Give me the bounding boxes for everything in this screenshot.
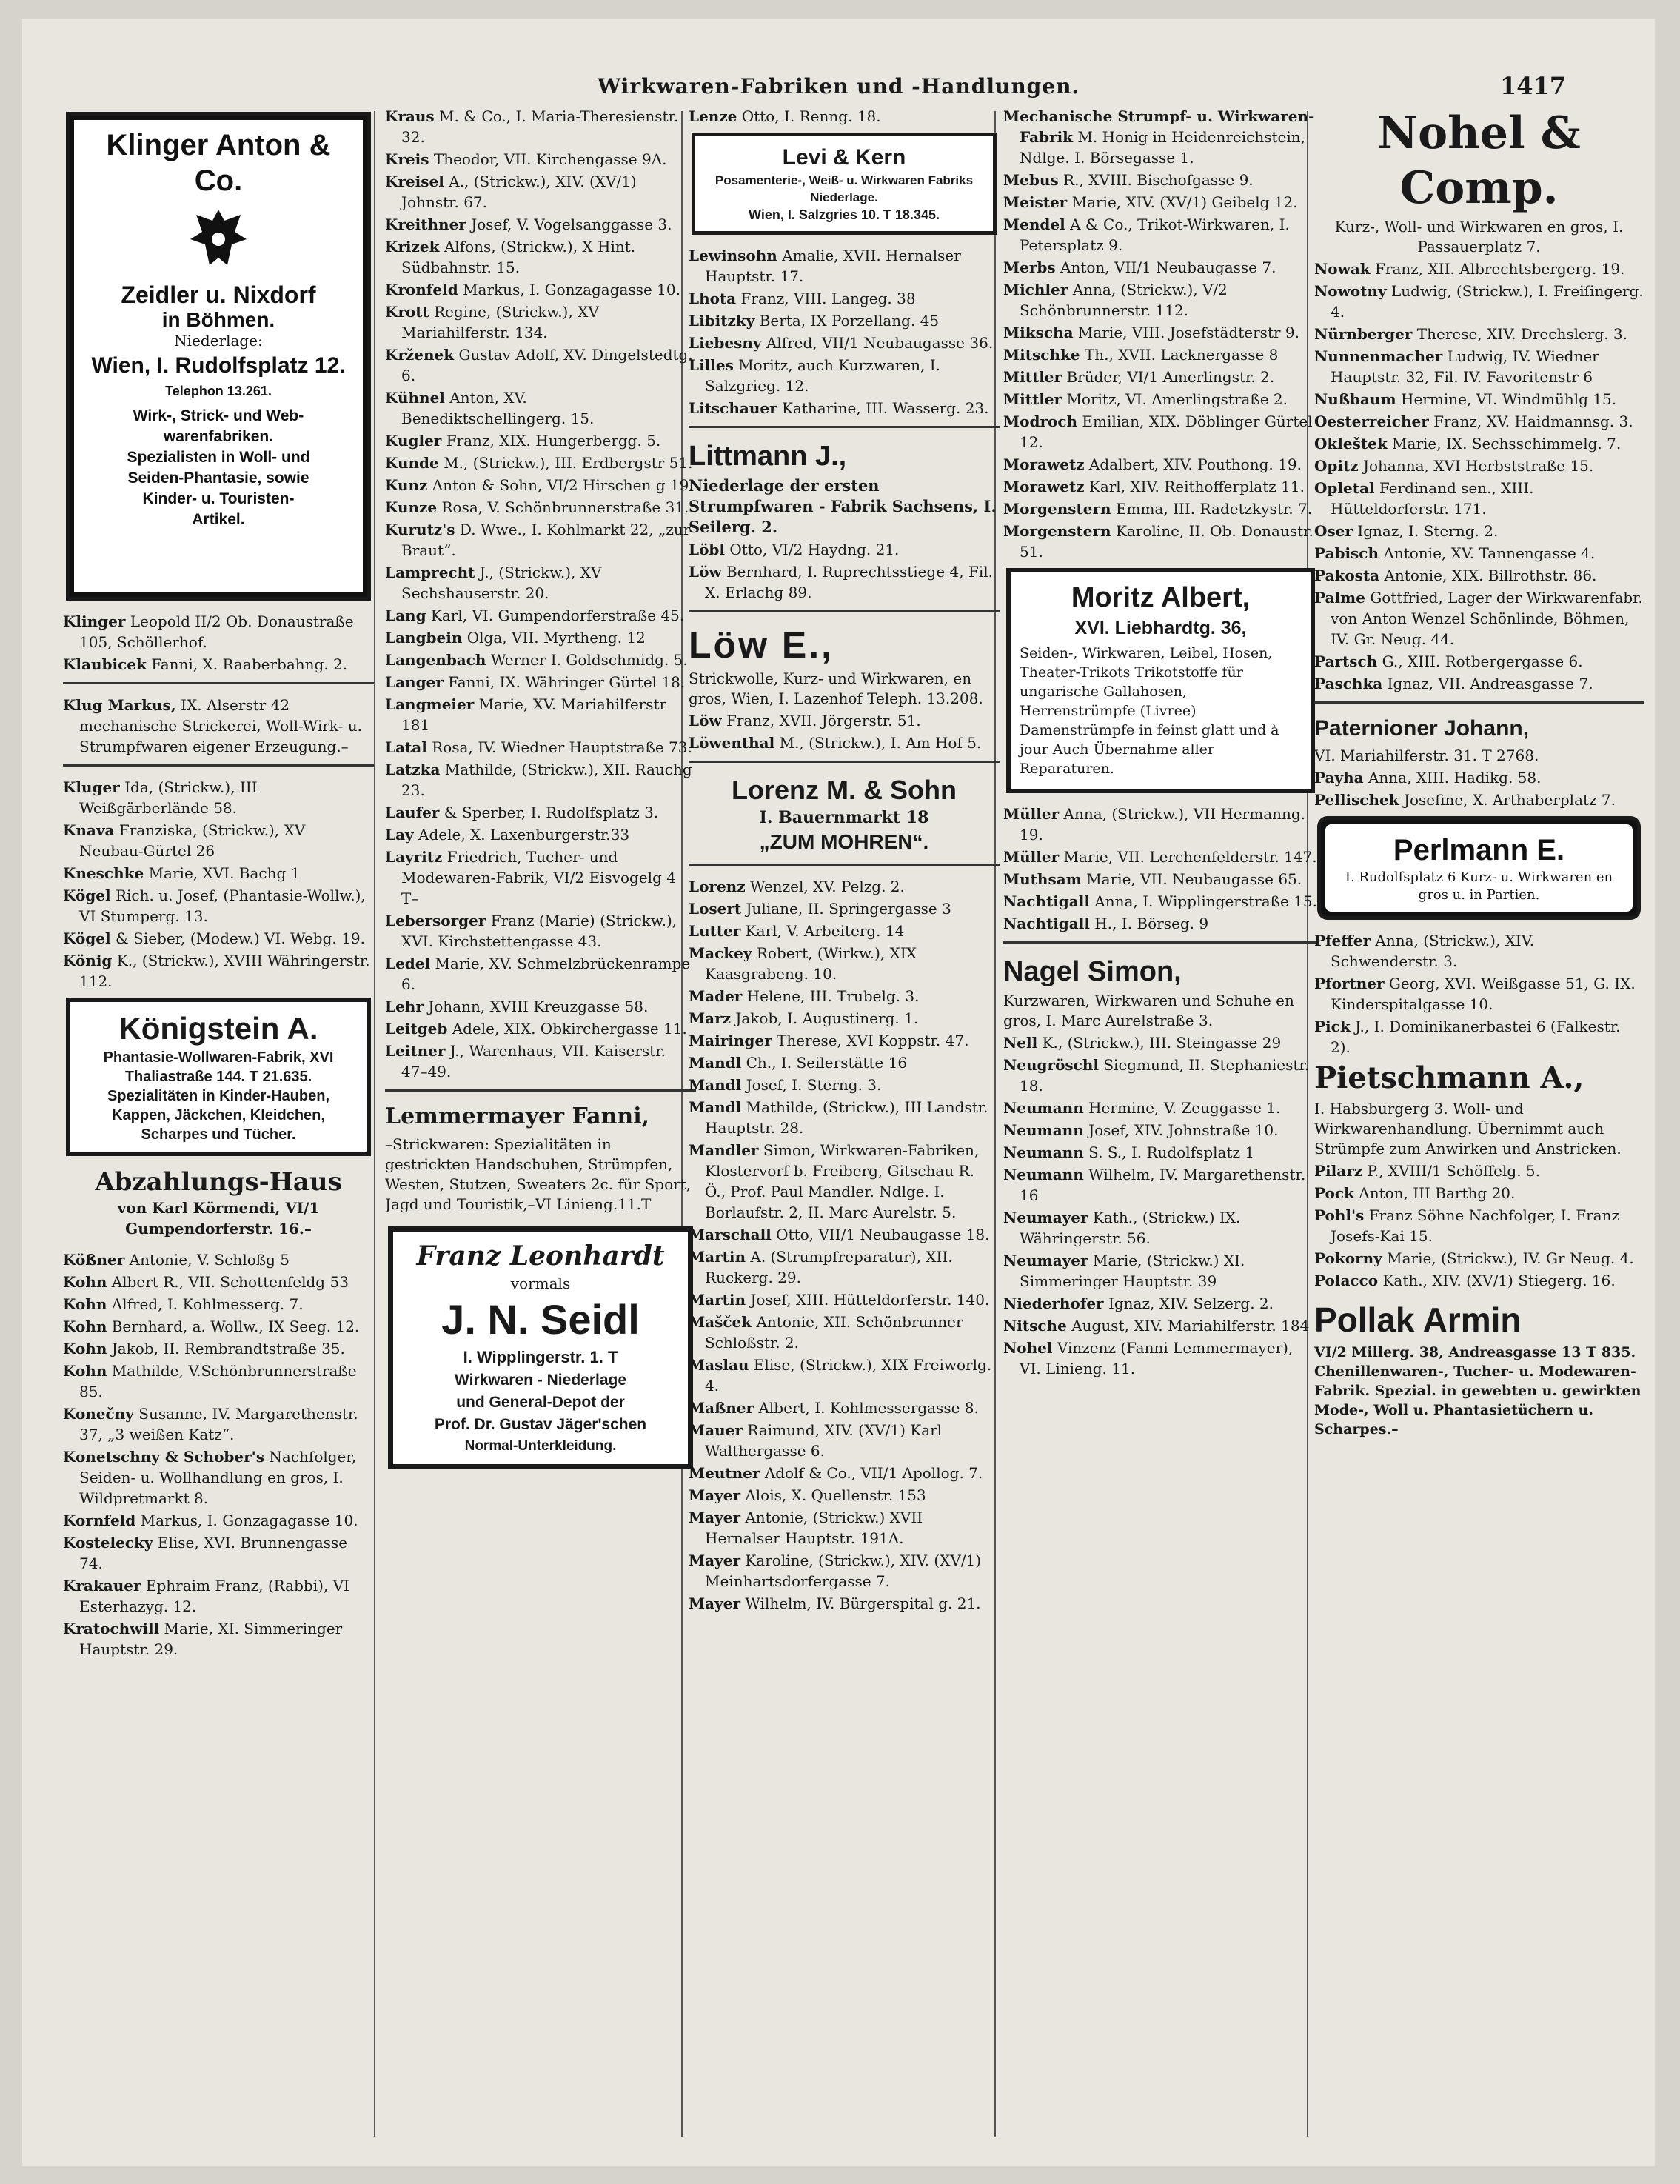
list-item: Opitz Johanna, XVI Herbststraße 15. (1314, 457, 1594, 475)
list-item: Nowotny Ludwig, (Strickw.), I. Freiſingerg. 4. (1314, 282, 1644, 321)
list-item: Libitzky Berta, IX Porzellang. 45 (689, 312, 940, 330)
ad-region: in Böhmen. (161, 308, 275, 331)
list-item: Layritz Friedrich, Tucher- und Modewaren-Fabrik, VI/2 Eisvogelg 4 T– (385, 848, 676, 907)
page-number: 1417 (1499, 72, 1566, 100)
list-item: Nachtigall H., I. Börseg. 9 (1003, 915, 1209, 932)
ad-text: –Strickwaren: Spezialitäten in gestrickten Handschuhen, Strümpfen, Westen, Stutzen, Sweaters 2c. für Sport, Jagd und Touristik,–VI Linieng.11.T (385, 1135, 692, 1213)
list-item: Nachtigall Anna, I. Wipplingerstraße 15. (1003, 892, 1317, 910)
list-item: Lamprecht J., (Strickw.), XV Sechshauserstr. 20. (385, 564, 602, 602)
list-item: Leitner J., Warenhaus, VII. Kaiserstr. 47–49. (385, 1042, 666, 1081)
list-item: Martin Josef, XIII. Hütteldorferstr. 140. (689, 1291, 990, 1309)
ad-title: Pollak Armin (1314, 1300, 1522, 1339)
list-item: Latzka Mathilde, (Strickw.), XII. Rauchg 23. (385, 761, 692, 799)
ad-text: Spezialisten in Woll- und (127, 449, 310, 466)
list-item: Pfeffer Anna, (Strickw.), XIV. Schwenderstr. 3. (1314, 932, 1535, 970)
list-item: Kögel & Sieber, (Modew.) VI. Webg. 19. (63, 929, 365, 947)
list-item: Kunde M., (Strickw.), III. Erdbergstr 51. (385, 454, 693, 472)
divider (689, 761, 1000, 763)
list-item: Krakauer Ephraim Franz, (Rabbi), VI Esterhazyg. 12. (63, 1577, 349, 1615)
list-item: Opletal Ferdinand sen., XIII. Hütteldorferstr. 171. (1314, 479, 1534, 518)
list-item: Leitgeb Adele, XIX. Obkirchergasse 11. (385, 1020, 687, 1038)
ad-title: Klinger Anton & Co. (106, 129, 331, 197)
list-item: Löw Bernhard, I. Ruprechtsstiege 4, Fil. X. Erlachg 89. (689, 563, 993, 601)
running-head: Wirkwaren-Fabriken und -Handlungen. (597, 74, 1080, 98)
ad-text: Kurzwaren, Wirkwaren und Schuhe en gros, I. Marc Aurelstraße 3. (1003, 992, 1294, 1029)
list-item: Kögel Rich. u. Josef, (Phantasie-Wollw.), VI Stumperg. 13. (63, 886, 366, 925)
list-item: Kneschke Marie, XVI. Bachg 1 (63, 864, 301, 882)
ad-text: I. Rudolfsplatz 6 Kurz- u. Wirkwaren en gros u. in Partien. (1345, 869, 1613, 903)
list-item: Kohn Bernhard, a. Wollw., IX Seeg. 12. (63, 1318, 360, 1335)
ad-title: Franz Leonhardt (416, 1240, 665, 1272)
entry-list (1314, 930, 1644, 1058)
list-item: Nohel Vinzenz (Fanni Lemmermayer), VI. Linieng. 11. (1003, 1339, 1294, 1377)
list-item: Mandl Ch., I. Seilerstätte 16 (689, 1054, 908, 1072)
list-item: Langenbach Werner I. Goldschmidg. 5. (385, 651, 688, 669)
ad-text: Posamenterie-, Weiß- u. Wirkwaren Fabriks Niederlage. (714, 173, 974, 204)
ad-levi (692, 133, 997, 235)
list-item: Modroch Emilian, XIX. Döblinger Gürtel 12. (1003, 413, 1313, 451)
list-item: Mandl Josef, I. Sterng. 3. (689, 1076, 882, 1094)
double-eagle-icon (189, 206, 248, 273)
list-item: Kraus M. & Co., I. Maria-Theresienstr. 32. (385, 107, 679, 146)
divider (385, 1089, 696, 1092)
column-rule (374, 111, 375, 2137)
ad-text: I. Habsburgerg 3. Woll- und Wirkwarenhandlung. Übernimmt auch Strümpfe zum Anwirken und Anstricken. (1314, 1100, 1622, 1158)
list-item: Klug Markus, IX. Alserstr 42 mechanische Strickerei, Woll-Wirk- u. Strumpfwaren eigener Erzeugung.– (63, 696, 362, 755)
list-item: Meutner Adolf & Co., VII/1 Apollog. 7. (689, 1464, 983, 1482)
ad-text: Seiden-, Wirkwaren, Leibel, Hosen, Theater-Trikots Trikotstoffe für ungarische Gallahosen, Herrenstrümpfe (Livree) Damenstrümpfe in feinst glatt und à jour Auch Übernahme aller Reparaturen. (1020, 645, 1279, 777)
column-1 (63, 106, 374, 2144)
ad-title: Lemmermayer Fanni, (385, 1103, 650, 1129)
ad-title: Löw E., (689, 624, 834, 666)
list-item: Mauer Raimund, XIV. (XV/1) Karl Walthergasse 6. (689, 1421, 943, 1460)
list-item: Lorenz Wenzel, XV. Pelzg. 2. (689, 878, 905, 895)
list-item: Partsch G., XIII. Rotbergergasse 6. (1314, 652, 1583, 670)
ad-text: Kurz-, Woll- und Wirkwaren en gros, I. Passauerplatz 7. (1334, 218, 1624, 256)
list-item: Paschka Ignaz, VII. Andreasgasse 7. (1314, 675, 1593, 692)
entry-list (63, 1249, 374, 1660)
ad-lemmermayer (385, 1102, 696, 1215)
ad-address: I. Wipplingerstr. 1. T (463, 1348, 618, 1366)
list-item: Kohn Alfred, I. Kohlmesserg. 7. (63, 1295, 304, 1313)
ad-moritz (1006, 568, 1315, 793)
list-item: Payha Anna, XIII. Hadikg. 58. (1314, 769, 1542, 787)
list-item: Kunz Anton & Sohn, VI/2 Hirschen g 19. (385, 476, 694, 494)
list-item: Pfortner Georg, XVI. Weißgasse 51, G. IX. Kinderspitalgasse 10. (1314, 975, 1636, 1013)
ad-text: Seiden-Phantasie, sowie (127, 470, 309, 487)
column-3 (689, 106, 1000, 2144)
list-item: Marschall Otto, VII/1 Neubaugasse 18. (689, 1226, 990, 1243)
divider (1003, 941, 1318, 944)
list-item: Mandl Mathilde, (Strickw.), III Landstr. Hauptstr. 28. (689, 1098, 988, 1137)
ad-firm: J. N. Seidl (441, 1296, 640, 1343)
entry-list (689, 539, 1000, 603)
list-item: Neumann Wilhelm, IV. Margarethenstr. 16 (1003, 1166, 1306, 1204)
ad-title: Levi & Kern (782, 145, 906, 170)
ad-address: VI. Mariahilferstr. 31. T 2768. (1314, 747, 1539, 764)
list-item: Neugröschl Siegmund, II. Stephaniestr. 18. (1003, 1056, 1310, 1095)
list-item: Pellischek Josefine, X. Arthaberplatz 7. (1314, 791, 1616, 809)
list-item: Mandler Simon, Wirkwaren-Fabriken, Klostervorf b. Freiberg, Gitschau R. Ö., Prof. Paul Mandler. Ndlge. I. Borlaufstr. 2, II. Marc Aurelstr. 5. (689, 1141, 980, 1221)
list-item: Palme Gottfried, Lager der Wirkwarenfabr. von Anton Wenzel Schönlinde, Böhmen, IV. Gr. Neug. 44. (1314, 589, 1643, 648)
entry-list (1314, 1161, 1644, 1291)
list-item: Langer Fanni, IX. Währinger Gürtel 18. (385, 673, 686, 691)
ad-text: warenfabriken. (163, 428, 274, 445)
divider (689, 864, 1000, 866)
list-item: Mairinger Therese, XVI Koppstr. 47. (689, 1032, 969, 1049)
list-item: Maslau Elise, (Strickw.), XIX Freiworlg. 4. (689, 1356, 992, 1395)
ad-pollak (1314, 1298, 1644, 1439)
ad-pietschmann (1314, 1059, 1644, 1159)
ad-title: Abzahlungs-Haus (95, 1167, 342, 1197)
list-item: Marz Jakob, I. Augustinerg. 1. (689, 1009, 919, 1027)
list-item: Kohn Mathilde, V.Schönbrunnerstraße 85. (63, 1362, 357, 1400)
list-item: Nell K., (Strickw.), III. Steingasse 29 (1003, 1034, 1282, 1052)
list-item: Lewinsohn Amalie, XVII. Hernalser Hauptstr. 17. (689, 247, 961, 285)
list-item: Löwenthal M., (Strickw.), I. Am Hof 5. (689, 734, 982, 752)
ad-title: Königstein A. (118, 1011, 318, 1046)
ad-title: Perlmann E. (1393, 834, 1565, 866)
list-item: Pock Anton, III Barthg 20. (1314, 1184, 1516, 1202)
list-item: Krott Regine, (Strickw.), XV Mariahilferstr. 134. (385, 303, 599, 341)
list-item: Langmeier Marie, XV. Mariahilferstr 181 (385, 695, 667, 734)
ad-koenigstein (66, 998, 371, 1156)
entry-list (63, 611, 374, 675)
ad-text: Niederlage der ersten Strumpfwaren - Fabrik Sachsens, I. Seilerg. 2. (689, 476, 997, 536)
list-item: Kurutz's D. Wwe., I. Kohlmarkt 22, „zur Braut“. (385, 521, 691, 559)
ad-text: Spezialitäten in Kinder-Hauben, Kappen, Jäckchen, Kleidchen, Scharpes und Tücher. (107, 1088, 330, 1143)
list-item: Pilarz P., XVIII/1 Schöffelg. 5. (1314, 1162, 1540, 1180)
list-item: Neumayer Kath., (Strickw.) IX. Währingerstr. 56. (1003, 1209, 1241, 1247)
list-item: Lehr Johann, XVIII Kreuzgasse 58. (385, 998, 649, 1015)
list-item: Pokorny Marie, (Strickw.), IV. Gr Neug. 4. (1314, 1249, 1634, 1267)
list-item: Lhota Franz, VIII. Langeg. 38 (689, 290, 916, 307)
list-item: Kugler Franz, XIX. Hungerbergg. 5. (385, 432, 661, 450)
list-item: Neumann Josef, XIV. Johnstraße 10. (1003, 1121, 1279, 1139)
entry-list (689, 245, 1000, 418)
list-item: Neumann S. S., I. Rudolfsplatz 1 (1003, 1143, 1255, 1161)
ad-title: Littmann J., (689, 441, 847, 472)
ad-address: I. Bauernmarkt 18 (759, 808, 929, 827)
ad-text: „ZUM MOHREN“. (759, 830, 929, 853)
ad-text: Normal-Unterkleidung. (464, 1438, 617, 1454)
list-item: Pick J., I. Dominikanerbastei 6 (Falkestr. 2). (1314, 1018, 1621, 1056)
list-item: Löbl Otto, VI/2 Haydng. 21. (689, 541, 900, 558)
list-item: Litschauer Katharine, III. Wasserg. 23. (689, 399, 989, 417)
divider (1314, 701, 1644, 704)
list-item: Losert Juliane, II. Springergasse 3 (689, 900, 951, 918)
ad-title: Pietschmann A., (1314, 1061, 1584, 1095)
list-item: König K., (Strickw.), XVIII Währingerstr. 112. (63, 952, 370, 990)
ad-leonhardt (388, 1226, 693, 1469)
entry-list (689, 876, 1000, 1614)
entry-list (385, 106, 696, 1082)
list-item: Langbein Olga, VII. Myrtheng. 12 (385, 629, 646, 647)
ad-klinger (66, 112, 371, 601)
list-item: Nitsche August, XIV. Mariahilferstr. 184 (1003, 1317, 1310, 1335)
list-item: Oesterreicher Franz, XV. Haidmannsg. 3. (1314, 413, 1633, 430)
ad-title: Paternioner Johann, (1314, 716, 1530, 741)
column-4 (1003, 106, 1318, 2144)
list-item: Niederhofer Ignaz, XIV. Selzerg. 2. (1003, 1295, 1274, 1312)
list-item: Klinger Leopold II/2 Ob. Donaustraße 105, Schöllerhof. (63, 612, 354, 651)
column-2 (385, 106, 696, 2144)
list-item: Lilles Moritz, auch Kurzwaren, I. Salzgrieg. 12. (689, 356, 940, 395)
ad-address: XVI. Liebhardtg. 36, (1074, 618, 1247, 638)
ad-loew (689, 623, 1000, 709)
ad-perlmann (1317, 816, 1641, 920)
list-item: Lenze Otto, I. Renng. 18. (689, 107, 881, 125)
column-5 (1314, 106, 1644, 2144)
divider (689, 610, 1000, 612)
ad-paternioner (1314, 714, 1644, 766)
divider (63, 764, 374, 767)
ad-text: Wirk-, Strick- und Web- (133, 407, 304, 424)
list-item: Morawetz Adalbert, XIV. Pouthong. 19. (1003, 455, 1302, 473)
list-item: Müller Marie, VII. Lerchenfelderstr. 147. (1003, 848, 1317, 866)
divider (63, 682, 374, 684)
ad-text: Phantasie-Wollwaren-Fabrik, XVI Thaliastraße 144. T 21.635. (103, 1049, 334, 1085)
list-item: Mitschke Th., XVII. Lacknergasse 8 (1003, 346, 1279, 364)
list-item: Müller Anna, (Strickw.), VII Hermanng. 19. (1003, 805, 1306, 844)
list-item: Maßner Albert, I. Kohlmessergasse 8. (689, 1399, 979, 1417)
list-item: Nürnberger Therese, XIV. Drechslerg. 3. (1314, 325, 1628, 343)
list-item: Kreis Theodor, VII. Kirchengasse 9A. (385, 150, 667, 168)
list-item: Latal Rosa, IV. Wiedner Hauptstraße 73. (385, 738, 692, 756)
ad-firm: Zeidler u. Nixdorf (121, 281, 316, 308)
entry-list (1003, 1032, 1318, 1379)
entry-list (1314, 258, 1644, 694)
list-item: Meister Marie, XIV. (XV/1) Geibelg 12. (1003, 193, 1298, 211)
list-item: Nußbaum Hermine, VI. Windmühlg 15. (1314, 390, 1617, 408)
list-item: Mašček Antonie, XII. Schönbrunner Schloßstr. 2. (689, 1313, 963, 1352)
list-item: Kornfeld Markus, I. Gonzagagasse 10. (63, 1512, 358, 1529)
list-item: Mayer Wilhelm, IV. Bürgerspital g. 21. (689, 1594, 981, 1612)
list-item: Kostelecky Elise, XVI. Brunnengasse 74. (63, 1534, 348, 1572)
list-item: Knava Franziska, (Strickw.), XV Neubau-Gürtel 26 (63, 821, 306, 860)
list-item: Lay Adele, X. Laxenburgerstr.33 (385, 826, 630, 844)
list-item: Krženek Gustav Adolf, XV. Dingelstedtg. 6. (385, 346, 693, 384)
ad-lorenz (689, 773, 1000, 856)
ad-text: und General-Depot der (456, 1394, 625, 1411)
list-item: Morawetz Karl, XIV. Reithofferplatz 11. (1003, 478, 1305, 495)
list-item: Neumann Hermine, V. Zeuggasse 1. (1003, 1099, 1281, 1117)
list-item: Mittler Brüder, VI/1 Amerlingstr. 2. (1003, 368, 1275, 386)
ad-abzahlung (63, 1166, 374, 1239)
ad-text: von Karl Körmendi, VI/1 Gumpendorferstr. 16.– (117, 1199, 320, 1238)
ad-littmann (689, 438, 1000, 538)
list-item: Oser Ignaz, I. Sterng. 2. (1314, 522, 1499, 540)
entry-list (1003, 106, 1318, 562)
list-item: Muthsam Marie, VII. Neubaugasse 65. (1003, 870, 1302, 888)
list-item: Pabisch Antonie, XV. Tannengasse 4. (1314, 544, 1596, 562)
list-item: Klaubicek Fanni, X. Raaberbahng. 2. (63, 655, 348, 673)
list-item: Mayer Antonie, (Strickw.) XVII Hernalser Hauptstr. 191A. (689, 1509, 923, 1547)
list-item: Lebersorger Franz (Marie) (Strickw.), XVI. Kirchstettengasse 43. (385, 912, 677, 950)
list-item: Lutter Karl, V. Arbeiterg. 14 (689, 922, 905, 940)
list-item: Ledel Marie, XV. Schmelzbrückenrampe 6. (385, 955, 691, 993)
ad-nagel (1003, 954, 1318, 1031)
list-item: Mikscha Marie, VIII. Josefstädterstr 9. (1003, 324, 1299, 341)
list-item: Neumayer Marie, (Strickw.) XI. Simmeringer Hauptstr. 39 (1003, 1252, 1245, 1290)
ad-text: Prof. Dr. Gustav Jäger'schen (434, 1416, 647, 1433)
list-item: Pakosta Antonie, XIX. Billrothstr. 86. (1314, 567, 1597, 584)
list-item: Martin A. (Strumpfreparatur), XII. Ruckerg. 29. (689, 1248, 953, 1286)
list-item: Pohl's Franz Söhne Nachfolger, I. Franz Josefs-Kai 15. (1314, 1206, 1620, 1245)
list-item: Mendel A & Co., Trikot-Wirkwaren, I. Petersplatz 9. (1003, 216, 1290, 254)
list-item: Kohn Albert R., VII. Schottenfeldg 53 (63, 1273, 349, 1291)
list-item: Nunnenmacher Ludwig, IV. Wiedner Hauptstr. 32, Fil. IV. Favoritenstr 6 (1314, 347, 1599, 386)
list-item: Kronfeld Markus, I. Gonzagagasse 10. (385, 281, 680, 298)
list-item: Michler Anna, (Strickw.), V/2 Schönbrunnerstr. 112. (1003, 281, 1228, 319)
list-item: Lang Karl, VI. Gumpendorferstraße 45. (385, 607, 685, 624)
list-item: Laufer & Sperber, I. Rudolfsplatz 3. (385, 804, 659, 821)
list-item: Kohn Jakob, II. Rembrandtstraße 35. (63, 1340, 345, 1358)
list-item: Kühnel Anton, XV. Benediktschellingerg. 15. (385, 389, 595, 427)
list-item: Kunze Rosa, V. Schönbrunnerstraße 31. (385, 498, 689, 516)
list-item: Mackey Robert, (Wirkw.), XIX Kaasgrabeng. 10. (689, 944, 917, 983)
directory-page (22, 19, 1655, 2166)
ad-title: Lorenz M. & Sohn (732, 775, 957, 805)
list-item: Morgenstern Karoline, II. Ob. Donaustr. 51. (1003, 522, 1313, 561)
list-item: Mayer Karoline, (Strickw.), XIV. (XV/1) Meinhartsdorfergasse 7. (689, 1552, 982, 1590)
entry-list (1314, 767, 1644, 810)
list-item: Morgenstern Emma, III. Radetzkystr. 7. (1003, 500, 1313, 518)
list-item: Konetschny & Schober's Nachfolger, Seiden- u. Wollhandlung en gros, I. Wildpretmarkt 8. (63, 1448, 357, 1507)
list-item: Liebesny Alfred, VII/1 Neubaugasse 36. (689, 334, 994, 352)
entry-list (1003, 804, 1318, 934)
entry-list (689, 710, 1000, 753)
ad-text: Kinder- u. Touristen- (142, 490, 295, 507)
ad-text: VI/2 Millerg. 38, Andreasgasse 13 T 835. Chenillenwaren-, Tucher- u. Modewaren-Fabrik. Spezial. in gewebten u. gewirkten Mode-, Woll u. Phantasietüchern u. Scharpes.– (1314, 1344, 1641, 1437)
list-item: Kluger Ida, (Strickw.), III Weißgärberlände 58. (63, 778, 258, 817)
list-item: Mayer Alois, X. Quellenstr. 153 (689, 1486, 926, 1504)
entry-list (63, 777, 374, 992)
list-item: Kreithner Josef, V. Vogelsanggasse 3. (385, 216, 672, 233)
ad-text: Artikel. (192, 511, 245, 528)
list-item: Mittler Moritz, VI. Amerlingstraße 2. (1003, 390, 1288, 408)
list-item: Mader Helene, III. Trubelg. 3. (689, 987, 920, 1005)
ad-nohel (1314, 106, 1644, 257)
list-item: Merbs Anton, VII/1 Neubaugasse 7. (1003, 258, 1276, 276)
ad-text: Wirkwaren - Niederlage (454, 1372, 627, 1389)
list-item: Kratochwill Marie, XI. Simmeringer Hauptstr. 29. (63, 1620, 343, 1658)
list-item: Konečny Susanne, IV. Margarethenstr. 37, „3 weißen Katz“. (63, 1405, 358, 1443)
ad-text: Strickwolle, Kurz- und Wirkwaren, en gros, Wien, I. Lazenhof Teleph. 13.208. (689, 669, 983, 707)
list-item: Kreisel A., (Strickw.), XIV. (XV/1) Johnstr. 67. (385, 173, 637, 211)
ad-telephone: Telephon 13.261. (165, 384, 272, 398)
list-item: Mechanische Strumpf- u. Wirkwaren-Fabrik M. Honig in Heidenreichstein, Ndlge. I. Börsegasse 1. (1003, 107, 1315, 167)
ad-title: Moritz Albert, (1071, 582, 1251, 613)
ad-address: Wien, I. Rudolfsplatz 12. (91, 353, 346, 378)
list-item: Nowak Franz, XII. Albrechtsbergerg. 19. (1314, 260, 1625, 278)
ad-text: vormals (510, 1275, 571, 1292)
ad-address: Wien, I. Salzgries 10. T 18.345. (749, 207, 940, 222)
list-item: Mebus R., XVIII. Bischofgasse 9. (1003, 171, 1254, 189)
list-item: Löw Franz, XVII. Jörgerstr. 51. (689, 712, 921, 729)
list-item: Krizek Alfons, (Strickw.), X Hint. Südbahnstr. 15. (385, 238, 636, 276)
ad-label: Niederlage: (174, 332, 263, 350)
ad-title: Nagel Simon, (1003, 956, 1182, 987)
list-item: Okleštek Marie, IX. Sechsschimmelg. 7. (1314, 435, 1622, 453)
list-item: Polacco Kath., XIV. (XV/1) Stiegerg. 16. (1314, 1272, 1616, 1289)
ad-title: Nohel & Comp. (1377, 107, 1581, 214)
divider (689, 426, 1000, 428)
list-item: Kößner Antonie, V. Schloßg 5 (63, 1251, 290, 1269)
